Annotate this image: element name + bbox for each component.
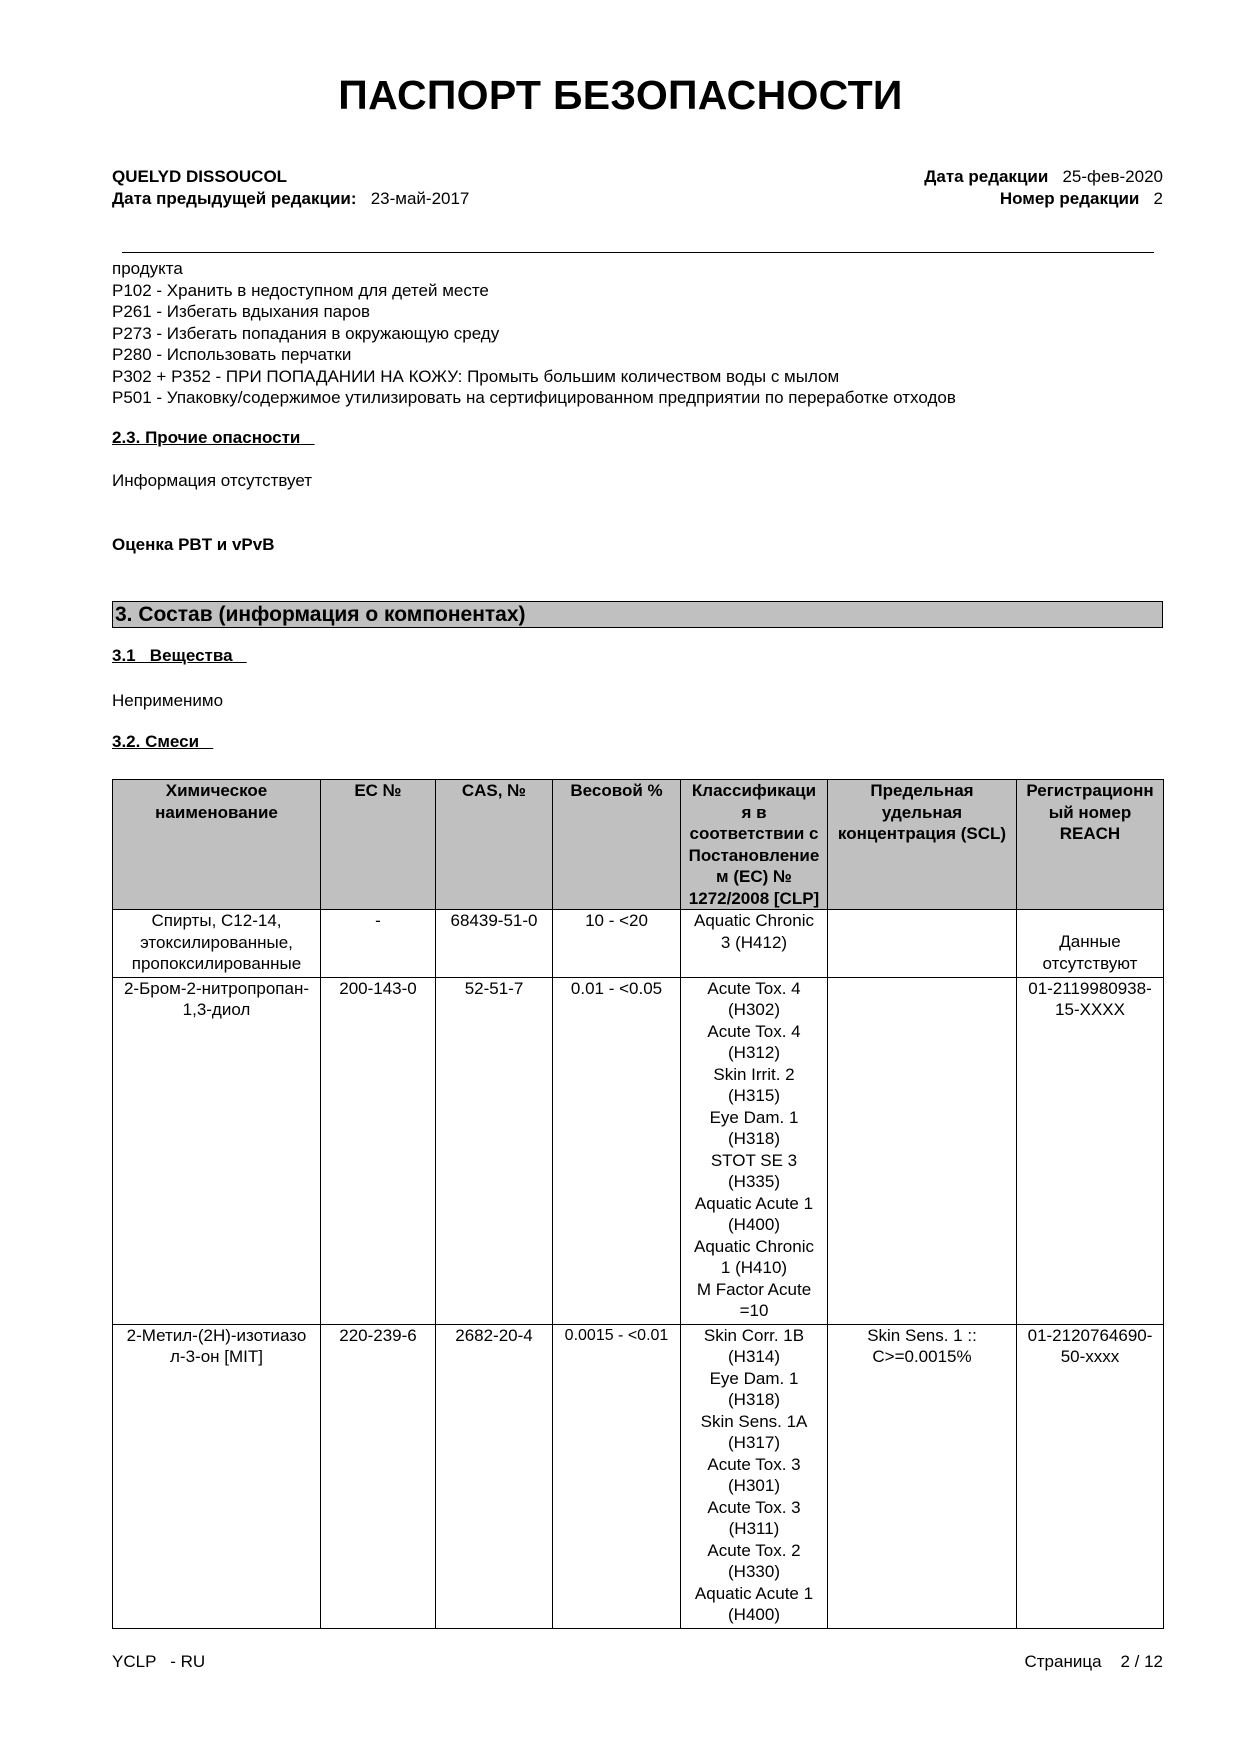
- table-cell: 200-143-0: [321, 977, 436, 1324]
- table-cell: 2682-20-4: [436, 1324, 553, 1628]
- table-cell: 2-Бром-2-нитропропан- 1,3-диол: [113, 977, 321, 1324]
- column-header: Регистрационн ый номер REACH: [1017, 780, 1164, 910]
- column-header: Классификаци я в соответствии с Постановление м (EC) № 1272/2008 [CLP]: [681, 780, 828, 910]
- revision-date-label: Дата редакции: [924, 167, 1049, 186]
- precaution-line: P302 + P352 - ПРИ ПОПАДАНИИ НА КОЖУ: Промыть большим количеством воды с мылом: [112, 366, 840, 386]
- table-cell: Skin Sens. 1 :: C>=0.0015%: [828, 1324, 1017, 1628]
- table-cell: 220-239-6: [321, 1324, 436, 1628]
- table-cell: Skin Corr. 1B (H314) Eye Dam. 1 (H318) Skin Sens. 1A (H317) Acute Tox. 3 (H301) Acute Tox. 3 (H311) Acute Tox. 2 (H330) Aquatic Acute 1 (H400): [681, 1324, 828, 1628]
- column-header: Предельная удельная концентрация (SCL): [828, 780, 1017, 910]
- revision-number-value: 2: [1153, 189, 1163, 208]
- table-cell: Acute Tox. 4 (H302) Acute Tox. 4 (H312) Skin Irrit. 2 (H315) Eye Dam. 1 (H318) STOT SE 3 (H335) Aquatic Acute 1 (H400) Aquatic Chronic 1 (H410) M Factor Acute =10: [681, 977, 828, 1324]
- table-cell: 2-Метил-(2H)-изотиазо л-3-он [MIT]: [113, 1324, 321, 1628]
- header-divider: [122, 252, 1154, 253]
- table-cell: 0.01 - <0.05: [553, 977, 681, 1324]
- section-3-1-heading: 3.1 Вещества: [112, 646, 233, 665]
- precautionary-statements: [112, 258, 956, 409]
- section-3-2-heading: 3.2. Смеси: [112, 732, 200, 751]
- table-cell: 10 - <20: [553, 910, 681, 978]
- page-label: Страница: [1024, 1652, 1102, 1671]
- revision-number: [1000, 188, 1163, 210]
- precaution-line: P261 - Избегать вдыхания паров: [112, 302, 371, 321]
- column-header: Химическое наименование: [113, 780, 321, 910]
- previous-revision-value: 23-май-2017: [370, 189, 470, 208]
- composition-table: [112, 779, 1164, 1629]
- table-cell: Aquatic Chronic 3 (H412): [681, 910, 828, 978]
- table-row: [113, 910, 1164, 978]
- previous-revision: [112, 188, 469, 210]
- table-cell: 52-51-7: [436, 977, 553, 1324]
- column-header: Весовой %: [553, 780, 681, 910]
- table-cell: Спирты, C12-14, этоксилированные, пропоксилированные: [113, 910, 321, 978]
- table-cell: 68439-51-0: [436, 910, 553, 978]
- precaution-line: продукта: [112, 259, 183, 278]
- table-cell: 01-2120764690- 50-xxxx: [1017, 1324, 1164, 1628]
- previous-revision-label: Дата предыдущей редакции:: [112, 189, 357, 208]
- revision-number-label: Номер редакции: [999, 189, 1140, 208]
- page-title: ПАСПОРТ БЕЗОПАСНОСТИ: [338, 72, 903, 118]
- table-cell: [828, 910, 1017, 978]
- section-3-heading: 3. Состав (информация о компонентах): [112, 601, 1163, 628]
- footer-code: YCLP - RU: [112, 1652, 206, 1671]
- table-cell: Данные отсутствуют: [1017, 910, 1164, 978]
- page-value: 2 / 12: [1120, 1652, 1163, 1671]
- precaution-line: P102 - Хранить в недоступном для детей месте: [112, 280, 489, 300]
- table-header-row: [113, 780, 1164, 910]
- precaution-line: P501 - Упаковку/содержимое утилизировать на сертифицированном предприятии по переработке отходов: [112, 388, 956, 407]
- table-cell: 01-2119980938- 15-XXXX: [1017, 977, 1164, 1324]
- product-name: QUELYD DISSOUCOL: [112, 167, 288, 186]
- table-cell: -: [321, 910, 436, 978]
- column-header: EC №: [321, 780, 436, 910]
- column-header: CAS, №: [436, 780, 553, 910]
- revision-date: [924, 166, 1163, 188]
- table-cell: [828, 977, 1017, 1324]
- pbt-heading: Оценка PBT и vPvB: [112, 535, 275, 554]
- revision-date-value: 25-фев-2020: [1062, 167, 1163, 186]
- section-3-1-text: Неприменимо: [112, 691, 224, 710]
- table-row: [113, 1324, 1164, 1628]
- precaution-line: P273 - Избегать попадания в окружающую среду: [112, 323, 500, 343]
- page-number: [1024, 1652, 1163, 1672]
- precaution-line: P280 - Использовать перчатки: [112, 345, 352, 364]
- table-cell: 0.0015 - <0.01: [553, 1324, 681, 1628]
- table-row: [113, 977, 1164, 1324]
- section-2-3-text: Информация отсутствует: [112, 471, 313, 490]
- section-2-3-heading: 2.3. Прочие опасности: [112, 428, 301, 447]
